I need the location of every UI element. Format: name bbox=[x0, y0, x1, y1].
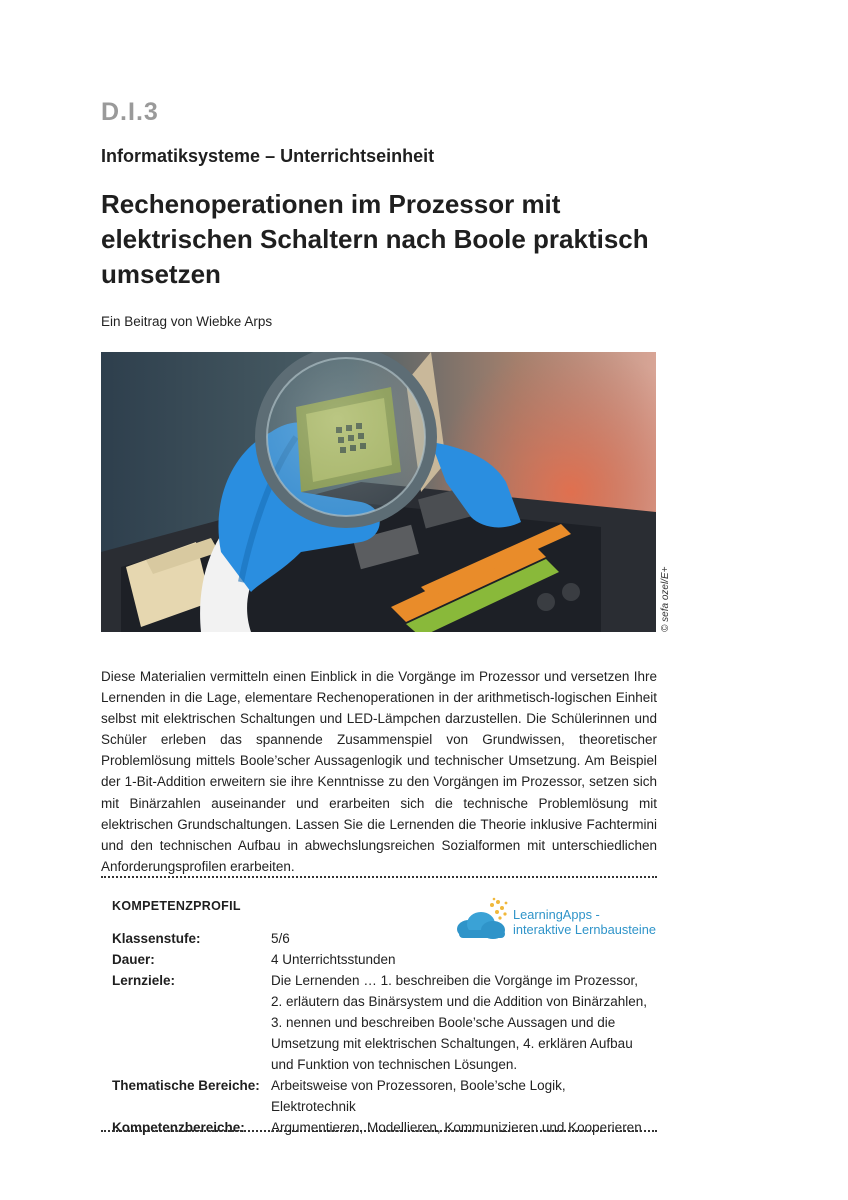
profile-label: Thematische Bereiche: bbox=[112, 1078, 260, 1093]
page-title: Rechenoperationen im Prozessor mit elektrischen Schaltern nach Boole praktisch umsetzen bbox=[101, 189, 649, 289]
image-credit: © sefa ozel/E+ bbox=[660, 566, 671, 632]
profile-row-grade bbox=[112, 928, 652, 949]
profile-value: 5/6 bbox=[271, 931, 290, 946]
profile-value: Die Lernenden … 1. beschreiben die Vorgänge im Prozessor, 2. erläutern das Binärsystem und die Addition von Binärzahlen, 3. nennen und beschreiben Boole’sche Aussagen und die Umsetzung mit elektrischen Schaltungen, 4. erklären Aufbau und Funktion von technischen Lösungen. bbox=[271, 973, 647, 1072]
profile-label: Dauer: bbox=[112, 952, 155, 967]
profile-row-goals bbox=[112, 970, 652, 1075]
profile-row-topics bbox=[112, 1075, 652, 1117]
learningapps-line1: LearningApps - bbox=[513, 907, 600, 922]
learningapps-line2: interaktive Lernbausteine bbox=[513, 922, 656, 937]
competence-profile-heading: KOMPETENZPROFIL bbox=[112, 899, 241, 913]
profile-label: Kompetenzbereiche: bbox=[112, 1120, 245, 1135]
profile-row-competences bbox=[112, 1117, 652, 1138]
profile-value: 4 Unterrichtsstunden bbox=[271, 952, 396, 967]
profile-value: Arbeitsweise von Prozessoren, Boole’sche Logik, Elektrotechnik bbox=[271, 1078, 566, 1114]
author-line: Ein Beitrag von Wiebke Arps bbox=[101, 314, 273, 329]
section-code: D.I.3 bbox=[101, 98, 159, 126]
profile-label: Klassenstufe: bbox=[112, 931, 201, 946]
hero-image bbox=[101, 352, 656, 632]
profile-row-duration bbox=[112, 949, 652, 970]
divider-top bbox=[101, 876, 657, 878]
competence-profile-table bbox=[112, 928, 652, 1138]
microprocessor-inspection-photo-icon bbox=[101, 352, 656, 632]
divider-bottom bbox=[101, 1130, 657, 1132]
series-heading: Informatiksysteme – Unterrichtseinheit bbox=[101, 146, 435, 166]
profile-label: Lernziele: bbox=[112, 973, 176, 988]
intro-paragraph: Diese Materialien vermitteln einen Einblick in die Vorgänge im Prozessor und versetzen Ihre Lernenden in die Lage, elementare Rechenoperationen in der arithmetisch-logischen Einheit selbst mit elektrischen Schaltungen und LED-Lämpchen darzustellen. Die Schülerinnen und Schüler erleben das spannende Zusammenspiel von Grundwissen, theoretischer Problemlösung mittels Boole’scher Aussagenlogik und technischer Umsetzung. Am Beispiel der 1-Bit-Addition erweitern sie ihre Kenntnisse zu den Vorgängen im Prozessor, setzen sich mit Binärzahlen auseinander und erarbeiten sich die technische Problemlösung mit elektrischen Grundschaltungen. Lassen Sie die Lernenden die Theorie inklusive Fachtermini und den technischen Aufbau in abwechslungsreichen Sozialformen mit unterschiedlichen Anforderungsprofilen erarbeiten. bbox=[101, 669, 657, 874]
profile-value: Argumentieren, Modellieren, Kommunizieren und Kooperieren bbox=[271, 1120, 642, 1135]
